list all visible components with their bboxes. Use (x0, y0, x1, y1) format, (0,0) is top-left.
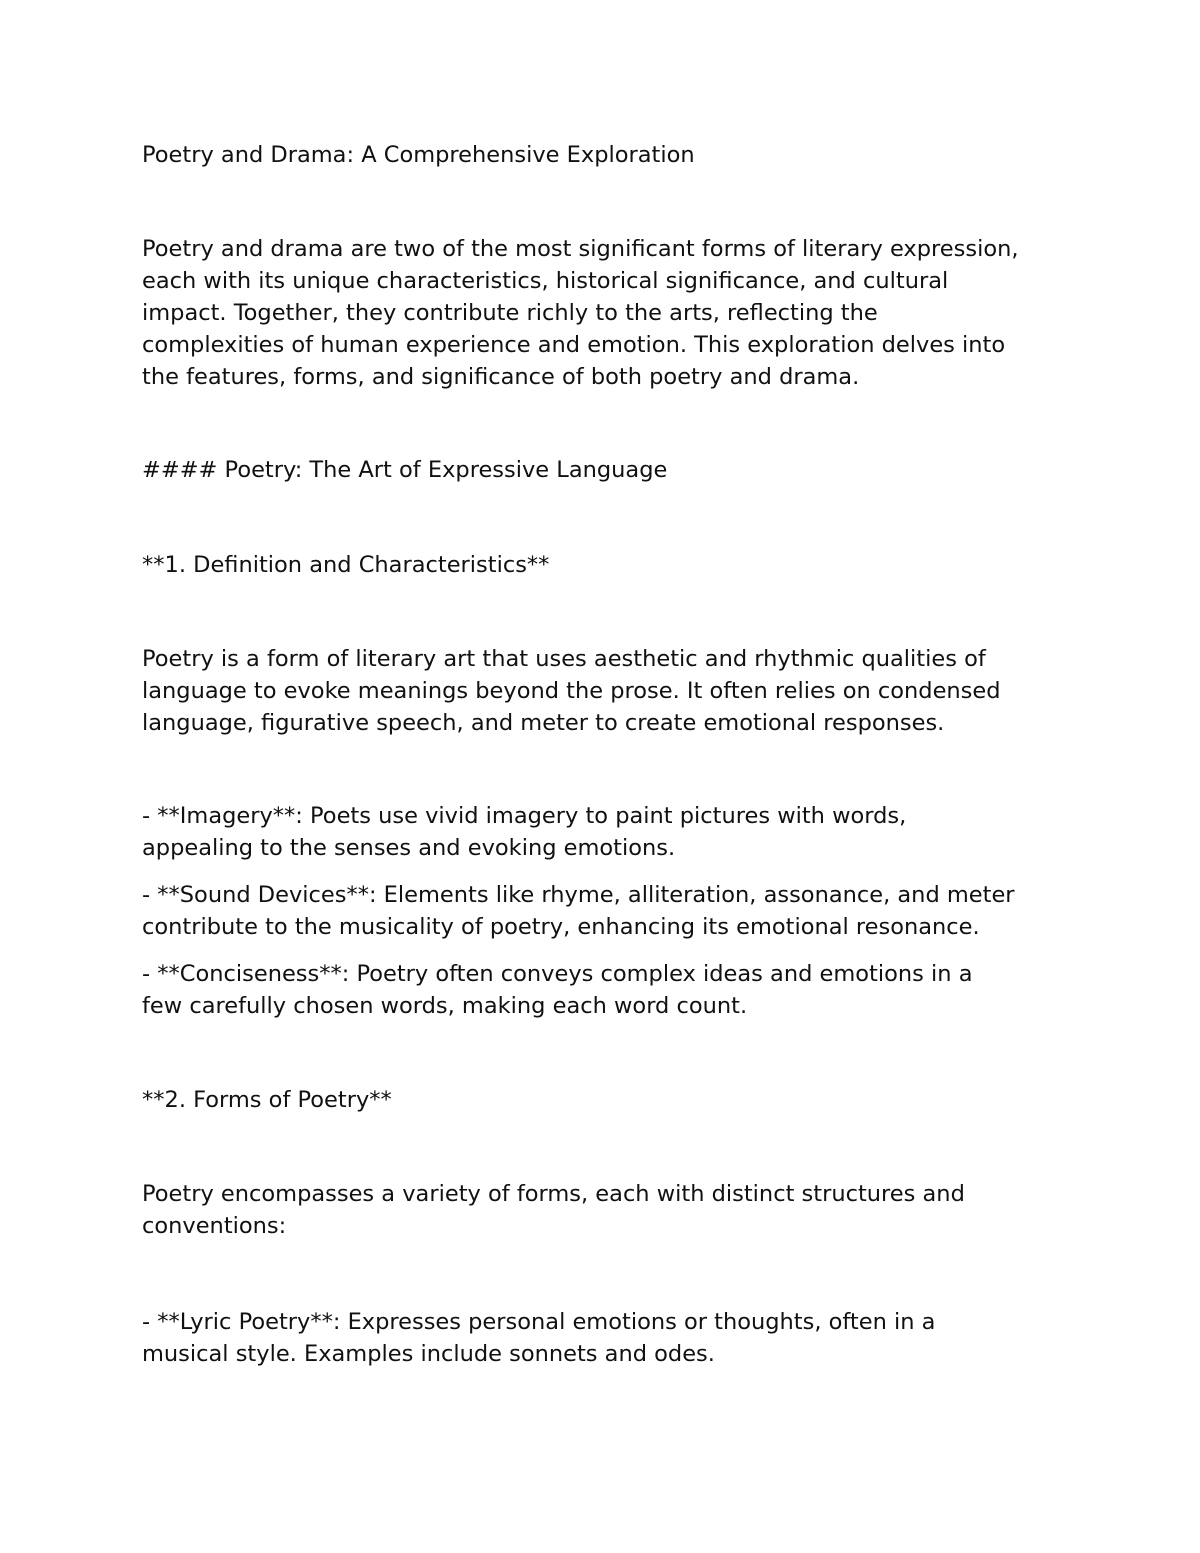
bullet-line: - **Lyric Poetry**: Expresses personal emotions or thoughts, often in a (142, 1309, 936, 1335)
bullet-line: few carefully chosen words, making each word count. (142, 993, 748, 1019)
bullet-sound-devices (142, 879, 1072, 943)
forms-intro-line: conventions: (142, 1213, 287, 1239)
bullet-line: - **Imagery**: Poets use vivid imagery to paint pictures with words, (142, 803, 907, 829)
subheading-definition: **1. Definition and Characteristics** (142, 552, 550, 578)
intro-line: the features, forms, and significance of both poetry and drama. (142, 364, 860, 390)
intro-line: complexities of human experience and emotion. This exploration delves into (142, 332, 1006, 358)
subheading-forms: **2. Forms of Poetry** (142, 1087, 392, 1113)
bullet-line: - **Conciseness**: Poetry often conveys complex ideas and emotions in a (142, 961, 973, 987)
bullet-line: contribute to the musicality of poetry, enhancing its emotional resonance. (142, 914, 980, 940)
intro-line: Poetry and drama are two of the most significant forms of literary expression, (142, 236, 1019, 262)
intro-paragraph (142, 233, 1072, 393)
definition-line: language to evoke meanings beyond the prose. It often relies on condensed (142, 678, 1001, 704)
definition-line: language, figurative speech, and meter to create emotional responses. (142, 710, 945, 736)
bullet-lyric-poetry (142, 1306, 1072, 1370)
intro-line: each with its unique characteristics, historical significance, and cultural (142, 268, 949, 294)
bullet-imagery (142, 800, 1072, 864)
definition-paragraph (142, 643, 1072, 739)
forms-intro-paragraph (142, 1178, 1072, 1242)
definition-line: Poetry is a form of literary art that uses aesthetic and rhythmic qualities of (142, 646, 986, 672)
forms-intro-line: Poetry encompasses a variety of forms, each with distinct structures and (142, 1181, 965, 1207)
section-heading-poetry: #### Poetry: The Art of Expressive Language (142, 457, 668, 483)
intro-line: impact. Together, they contribute richly to the arts, reflecting the (142, 300, 878, 326)
bullet-line: appealing to the senses and evoking emotions. (142, 835, 676, 861)
bullet-line: musical style. Examples include sonnets and odes. (142, 1341, 715, 1367)
bullet-line: - **Sound Devices**: Elements like rhyme, alliteration, assonance, and meter (142, 882, 1015, 908)
document-title: Poetry and Drama: A Comprehensive Exploration (142, 142, 695, 168)
bullet-conciseness (142, 958, 1072, 1022)
